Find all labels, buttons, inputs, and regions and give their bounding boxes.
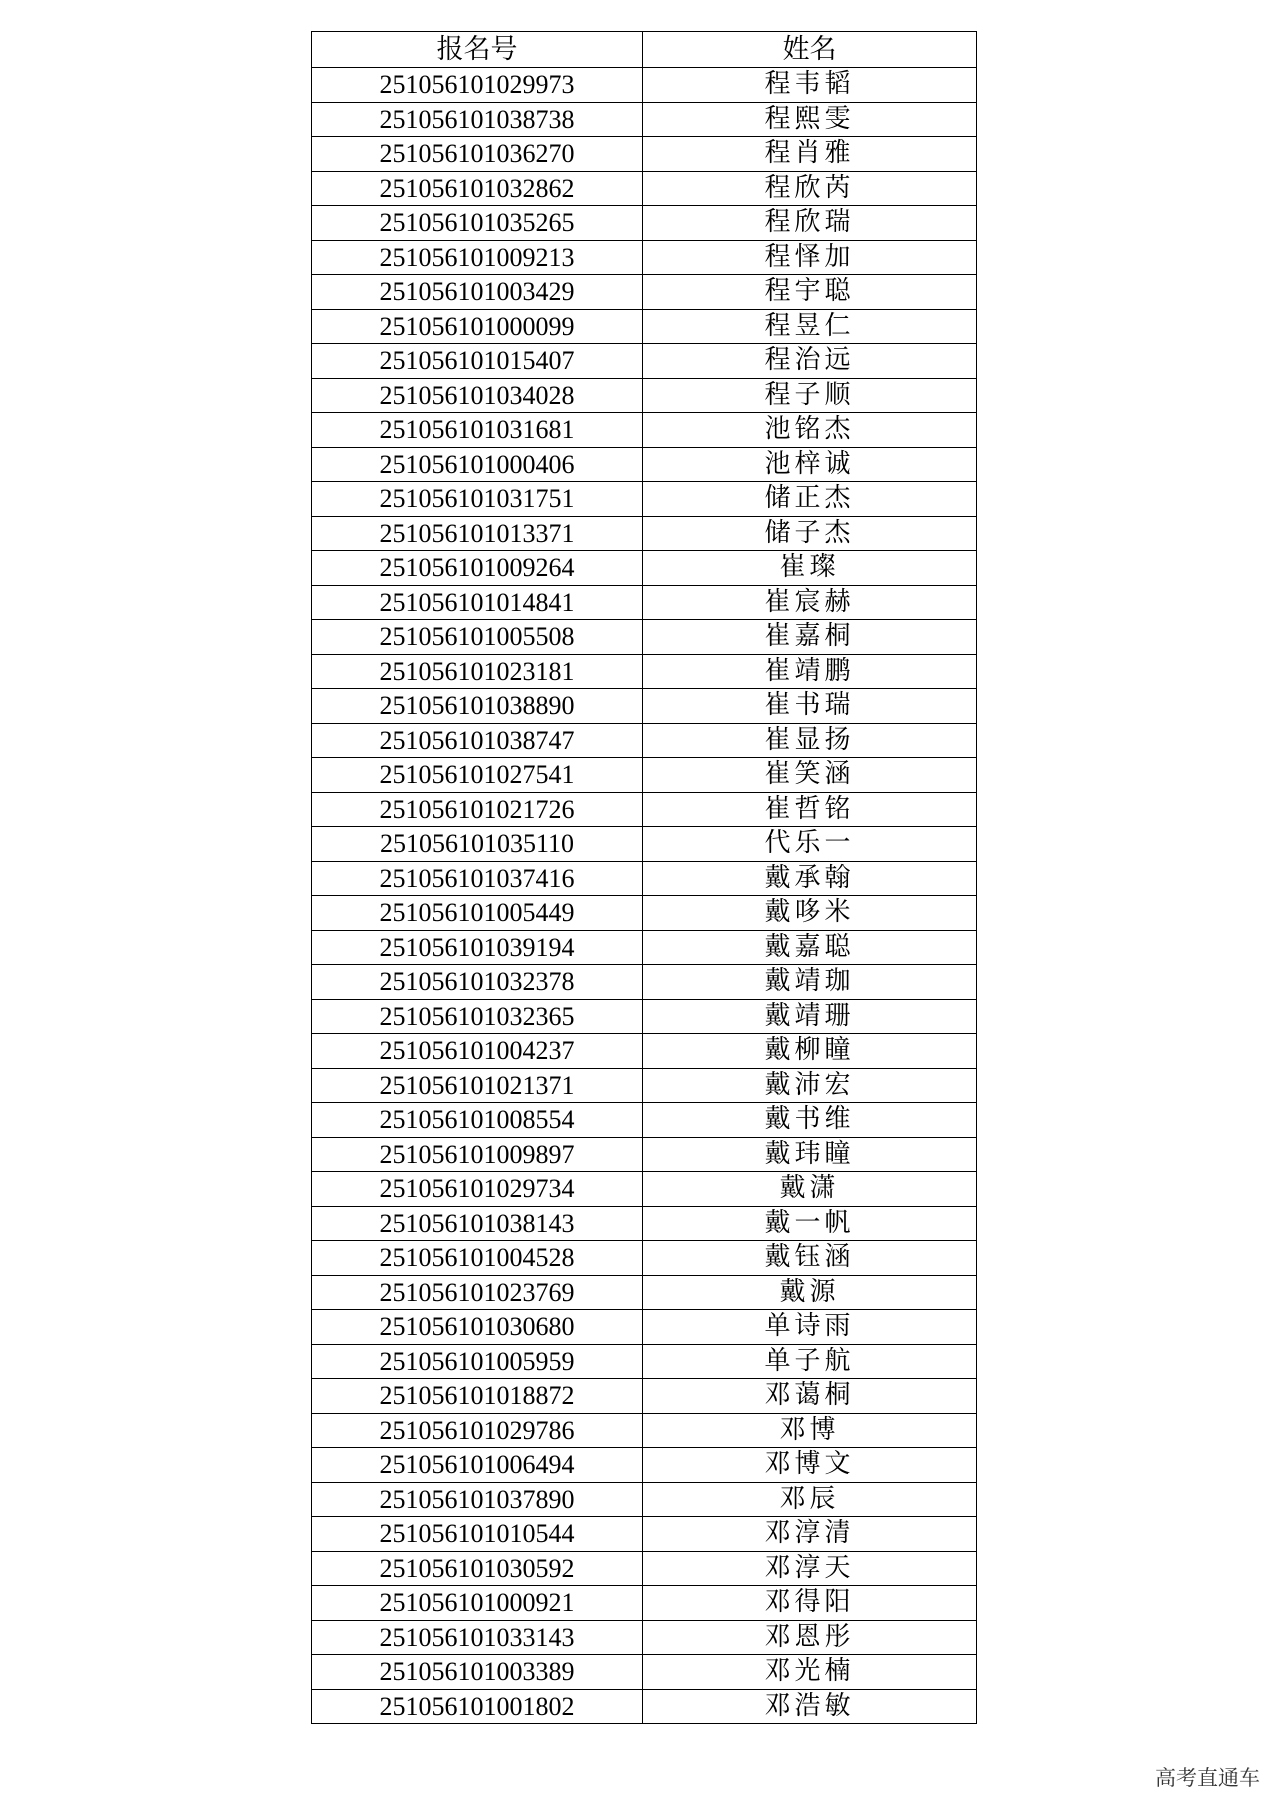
name-cell: 戴源: [643, 1275, 977, 1310]
registration-number-cell: 251056101036270: [312, 137, 643, 172]
header-registration-number: 报名号: [312, 32, 643, 68]
table-row: [312, 1482, 977, 1517]
table-row: [312, 1137, 977, 1172]
header-name: 姓名: [643, 32, 977, 68]
name-cell: 崔璨: [643, 551, 977, 586]
name-cell: 崔书瑞: [643, 689, 977, 724]
name-cell: 邓得阳: [643, 1586, 977, 1621]
registration-number-cell: 251056101027541: [312, 758, 643, 793]
registration-number-cell: 251056101005959: [312, 1344, 643, 1379]
name-cell: 邓淳天: [643, 1551, 977, 1586]
table-row: [312, 516, 977, 551]
registration-number-cell: 251056101003389: [312, 1655, 643, 1690]
registration-number-cell: 251056101038738: [312, 102, 643, 137]
table-row: [312, 723, 977, 758]
registration-number-cell: 251056101029786: [312, 1413, 643, 1448]
table-row: [312, 482, 977, 517]
registration-number-cell: 251056101032862: [312, 171, 643, 206]
watermark-text: 高考直通车: [1155, 1766, 1260, 1790]
table-row: [312, 1241, 977, 1276]
table-row: [312, 413, 977, 448]
name-cell: 储正杰: [643, 482, 977, 517]
name-cell: 单子航: [643, 1344, 977, 1379]
registration-number-cell: 251056101005508: [312, 620, 643, 655]
registration-number-cell: 251056101038143: [312, 1206, 643, 1241]
registration-number-cell: 251056101034028: [312, 378, 643, 413]
name-cell: 崔笑涵: [643, 758, 977, 793]
registration-number-cell: 251056101030680: [312, 1310, 643, 1345]
table-row: [312, 827, 977, 862]
table-row: [312, 206, 977, 241]
name-cell: 邓蔼桐: [643, 1379, 977, 1414]
table-row: [312, 1379, 977, 1414]
table-row: [312, 344, 977, 379]
table-row: [312, 792, 977, 827]
registration-number-cell: 251056101015407: [312, 344, 643, 379]
table-row: [312, 585, 977, 620]
name-cell: 邓恩彤: [643, 1620, 977, 1655]
table-row: [312, 137, 977, 172]
table-header-row: [312, 32, 977, 68]
registration-number-cell: 251056101023769: [312, 1275, 643, 1310]
table-row: [312, 654, 977, 689]
table-row: [312, 758, 977, 793]
name-cell: 崔宸赫: [643, 585, 977, 620]
name-cell: 戴承翰: [643, 861, 977, 896]
name-cell: 戴柳瞳: [643, 1034, 977, 1069]
registration-number-cell: 251056101033143: [312, 1620, 643, 1655]
table-row: [312, 930, 977, 965]
registration-number-cell: 251056101009213: [312, 240, 643, 275]
table-row: [312, 861, 977, 896]
registration-number-cell: 251056101037890: [312, 1482, 643, 1517]
table-row: [312, 1103, 977, 1138]
registration-number-cell: 251056101039194: [312, 930, 643, 965]
table-row: [312, 1310, 977, 1345]
registration-number-cell: 251056101000099: [312, 309, 643, 344]
applicant-table: [311, 31, 977, 1724]
name-cell: 程熙雯: [643, 102, 977, 137]
registration-number-cell: 251056101029973: [312, 68, 643, 103]
table-row: [312, 689, 977, 724]
name-cell: 程治远: [643, 344, 977, 379]
name-cell: 程欣芮: [643, 171, 977, 206]
registration-number-cell: 251056101004528: [312, 1241, 643, 1276]
name-cell: 程昱仁: [643, 309, 977, 344]
table-row: [312, 1620, 977, 1655]
table-row: [312, 1655, 977, 1690]
name-cell: 邓浩敏: [643, 1689, 977, 1724]
registration-number-cell: 251056101013371: [312, 516, 643, 551]
registration-number-cell: 251056101035110: [312, 827, 643, 862]
name-cell: 程怿加: [643, 240, 977, 275]
registration-number-cell: 251056101021371: [312, 1068, 643, 1103]
table-row: [312, 309, 977, 344]
table-row: [312, 1551, 977, 1586]
name-cell: 邓博: [643, 1413, 977, 1448]
name-cell: 戴玮瞳: [643, 1137, 977, 1172]
table-row: [312, 1068, 977, 1103]
name-cell: 邓光楠: [643, 1655, 977, 1690]
name-cell: 戴潇: [643, 1172, 977, 1207]
table-row: [312, 1413, 977, 1448]
table-row: [312, 1275, 977, 1310]
name-cell: 池铭杰: [643, 413, 977, 448]
registration-number-cell: 251056101029734: [312, 1172, 643, 1207]
name-cell: 戴一帆: [643, 1206, 977, 1241]
name-cell: 邓淳清: [643, 1517, 977, 1552]
table-row: [312, 102, 977, 137]
table-row: [312, 1448, 977, 1483]
name-cell: 戴靖珊: [643, 999, 977, 1034]
table-row: [312, 965, 977, 1000]
name-cell: 崔哲铭: [643, 792, 977, 827]
registration-number-cell: 251056101038747: [312, 723, 643, 758]
registration-number-cell: 251056101003429: [312, 275, 643, 310]
registration-number-cell: 251056101008554: [312, 1103, 643, 1138]
registration-number-cell: 251056101000921: [312, 1586, 643, 1621]
registration-number-cell: 251056101009264: [312, 551, 643, 586]
name-cell: 池梓诚: [643, 447, 977, 482]
name-cell: 戴嘉聪: [643, 930, 977, 965]
registration-number-cell: 251056101032378: [312, 965, 643, 1000]
table-row: [312, 378, 977, 413]
table-row: [312, 68, 977, 103]
table-row: [312, 1172, 977, 1207]
registration-number-cell: 251056101037416: [312, 861, 643, 896]
registration-number-cell: 251056101031751: [312, 482, 643, 517]
name-cell: 程欣瑞: [643, 206, 977, 241]
name-cell: 程子顺: [643, 378, 977, 413]
registration-number-cell: 251056101014841: [312, 585, 643, 620]
registration-number-cell: 251056101023181: [312, 654, 643, 689]
name-cell: 崔嘉桐: [643, 620, 977, 655]
registration-number-cell: 251056101038890: [312, 689, 643, 724]
table-row: [312, 240, 977, 275]
registration-number-cell: 251056101030592: [312, 1551, 643, 1586]
name-cell: 戴哆米: [643, 896, 977, 931]
registration-number-cell: 251056101010544: [312, 1517, 643, 1552]
table-row: [312, 171, 977, 206]
table-row: [312, 1206, 977, 1241]
table-row: [312, 1517, 977, 1552]
table-row: [312, 1034, 977, 1069]
name-cell: 戴沛宏: [643, 1068, 977, 1103]
name-cell: 邓博文: [643, 1448, 977, 1483]
registration-number-cell: 251056101009897: [312, 1137, 643, 1172]
table-row: [312, 999, 977, 1034]
table-row: [312, 1689, 977, 1724]
name-cell: 戴书维: [643, 1103, 977, 1138]
table-row: [312, 1344, 977, 1379]
name-cell: 程韦韬: [643, 68, 977, 103]
registration-number-cell: 251056101018872: [312, 1379, 643, 1414]
name-cell: 储子杰: [643, 516, 977, 551]
table-row: [312, 275, 977, 310]
registration-number-cell: 251056101021726: [312, 792, 643, 827]
name-cell: 戴钰涵: [643, 1241, 977, 1276]
registration-number-cell: 251056101032365: [312, 999, 643, 1034]
name-cell: 程宇聪: [643, 275, 977, 310]
name-cell: 崔显扬: [643, 723, 977, 758]
registration-number-cell: 251056101000406: [312, 447, 643, 482]
name-cell: 邓辰: [643, 1482, 977, 1517]
table-row: [312, 896, 977, 931]
name-cell: 单诗雨: [643, 1310, 977, 1345]
table-row: [312, 447, 977, 482]
table-row: [312, 1586, 977, 1621]
name-cell: 崔靖鹏: [643, 654, 977, 689]
registration-number-cell: 251056101005449: [312, 896, 643, 931]
name-cell: 戴靖珈: [643, 965, 977, 1000]
registration-number-cell: 251056101035265: [312, 206, 643, 241]
table-row: [312, 551, 977, 586]
name-cell: 程肖雅: [643, 137, 977, 172]
registration-number-cell: 251056101004237: [312, 1034, 643, 1069]
registration-number-cell: 251056101006494: [312, 1448, 643, 1483]
registration-number-cell: 251056101001802: [312, 1689, 643, 1724]
table-row: [312, 620, 977, 655]
name-cell: 代乐一: [643, 827, 977, 862]
table-body: [312, 68, 977, 1724]
registration-number-cell: 251056101031681: [312, 413, 643, 448]
